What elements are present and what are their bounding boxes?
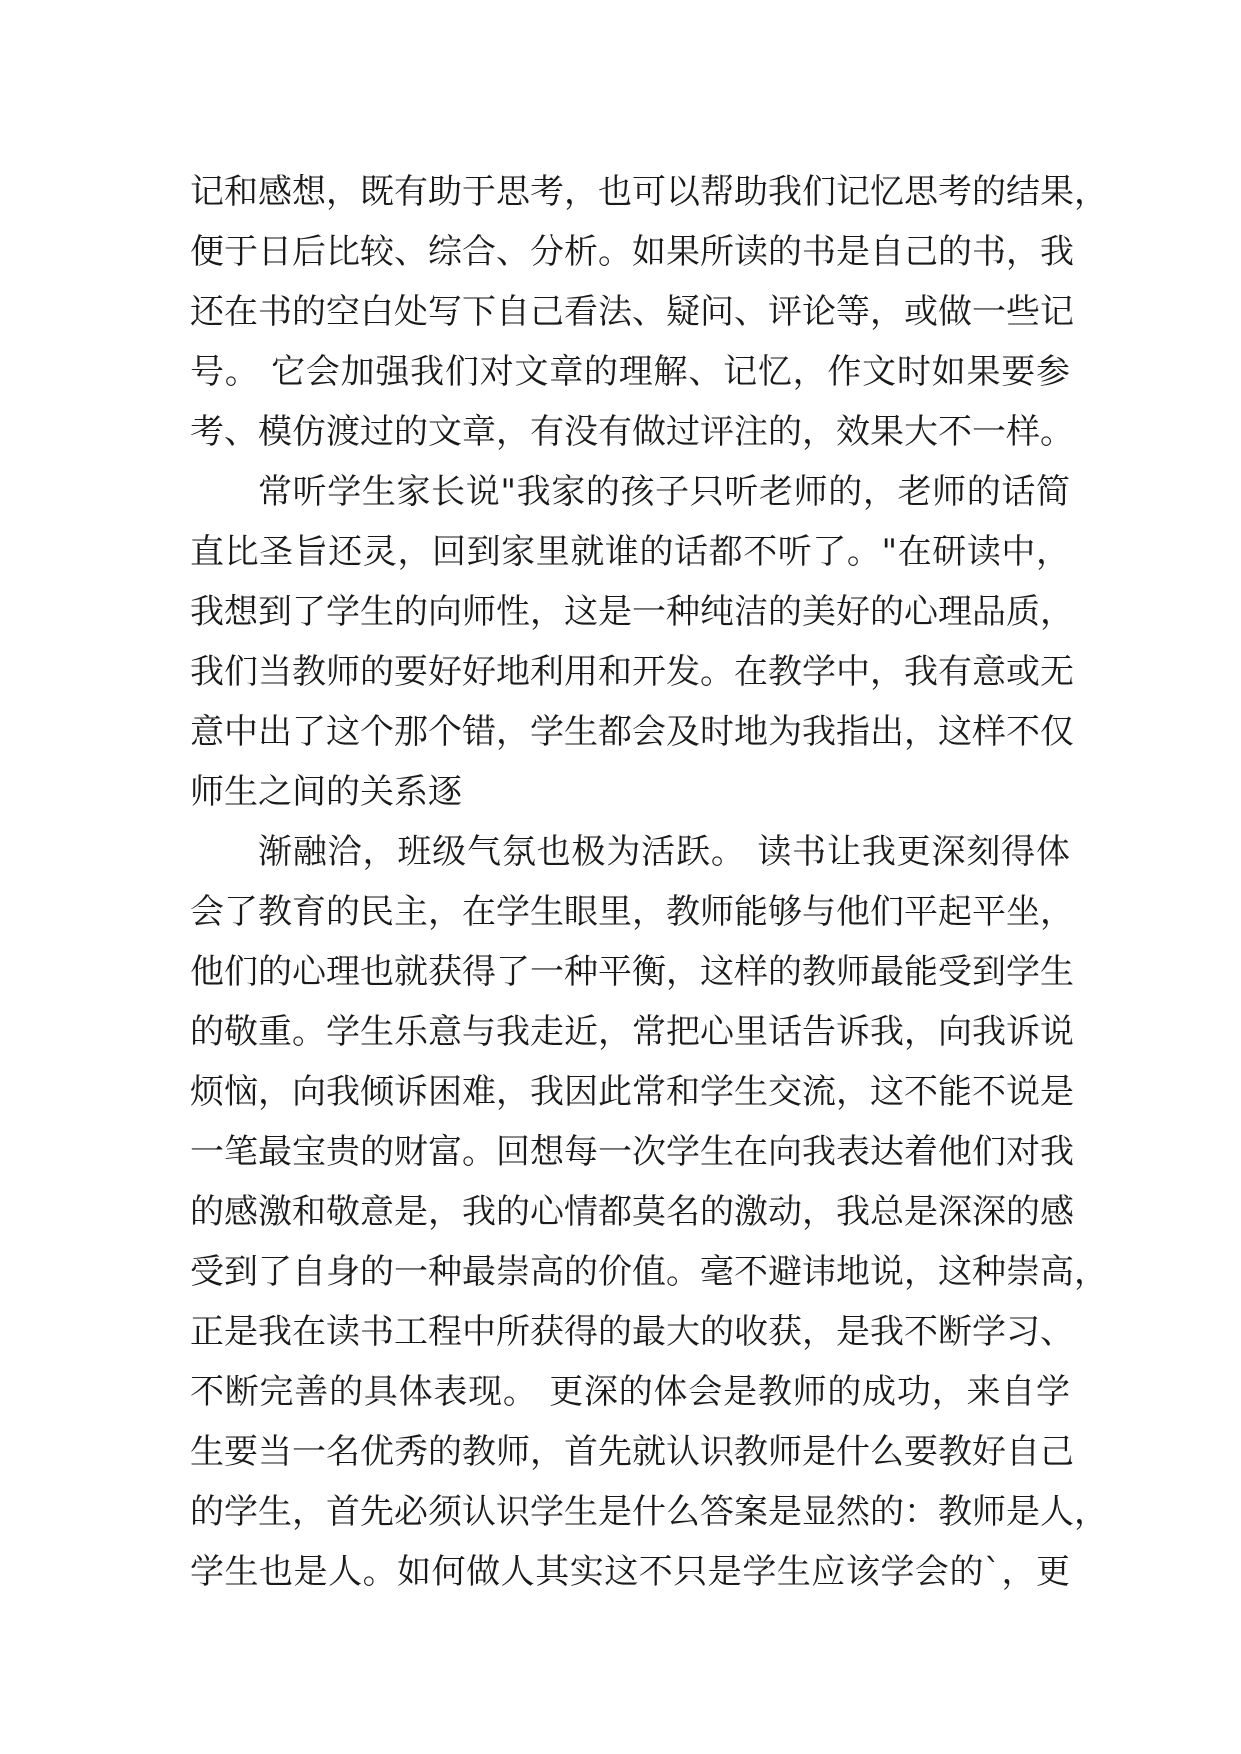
text-line: 一笔最宝贵的财富。回想每一次学生在向我表达着他们对我	[190, 1132, 1074, 1172]
text-line: 烦恼，向我倾诉困难，我因此常和学生交流，这不能不说是	[190, 1072, 1074, 1112]
text-line: 考、模仿渡过的文章，有没有做过评注的，效果大不一样。	[190, 412, 1074, 452]
text-line: 的敬重。学生乐意与我走近，常把心里话告诉我，向我诉说	[190, 1012, 1074, 1052]
document-body	[190, 162, 1108, 1602]
text-line: 我们当教师的要好好地利用和开发。在教学中，我有意或无	[190, 652, 1074, 692]
text-line: 常听学生家长说"我家的孩子只听老师的，老师的话简	[258, 472, 1070, 512]
text-line: 的感激和敬意是，我的心情都莫名的激动，我总是深深的感	[190, 1192, 1074, 1232]
text-line: 意中出了这个那个错，学生都会及时地为我指出，这样不仅	[190, 712, 1074, 752]
text-line: 还在书的空白处写下自己看法、疑问、评论等，或做一些记	[190, 292, 1074, 332]
text-line: 便于日后比较、综合、分析。如果所读的书是自己的书，我	[190, 232, 1074, 272]
text-line: 师生之间的关系逐	[190, 772, 462, 812]
text-line: 会了教育的民主，在学生眼里，教师能够与他们平起平坐，	[190, 892, 1074, 932]
text-line: 受到了自身的一种最崇高的价值。毫不避讳地说，这种崇高，	[190, 1252, 1108, 1292]
text-line: 渐融洽，班级气氛也极为活跃。 读书让我更深刻得体	[258, 832, 1070, 872]
text-line: 生要当一名优秀的教师，首先就认识教师是什么要教好自己	[190, 1432, 1074, 1472]
text-line: 正是我在读书工程中所获得的最大的收获，是我不断学习、	[190, 1312, 1074, 1352]
paragraph-3	[190, 822, 1108, 1602]
text-line: 号。 它会加强我们对文章的理解、记忆，作文时如果要参	[190, 352, 1070, 392]
text-line: 记和感想，既有助于思考，也可以帮助我们记忆思考的结果，	[190, 172, 1108, 212]
text-line: 学生也是人。如何做人其实这不只是学生应该学会的`，更	[190, 1552, 1070, 1592]
text-line: 不断完善的具体表现。 更深的体会是教师的成功，来自学	[190, 1372, 1070, 1412]
text-line: 直比圣旨还灵，回到家里就谁的话都不听了。"在研读中，	[190, 532, 1070, 572]
text-line: 我想到了学生的向师性，这是一种纯洁的美好的心理品质，	[190, 592, 1074, 632]
paragraph-2	[190, 462, 1074, 822]
text-line: 他们的心理也就获得了一种平衡，这样的教师最能受到学生	[190, 952, 1074, 992]
text-line: 的学生，首先必须认识学生是什么答案是显然的：教师是人，	[190, 1492, 1108, 1532]
paragraph-1	[190, 162, 1108, 462]
